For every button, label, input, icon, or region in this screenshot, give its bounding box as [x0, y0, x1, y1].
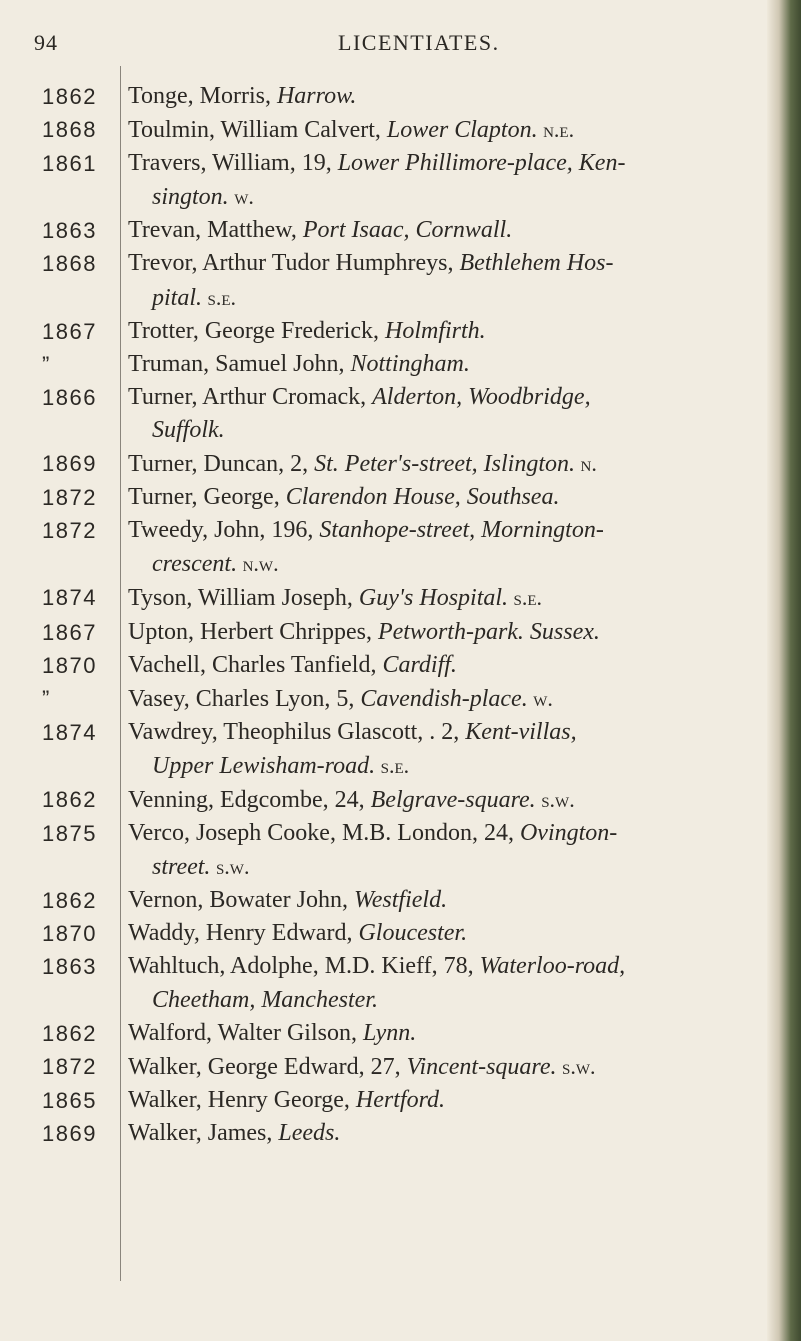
entry-text	[128, 80, 756, 113]
licentiate-entry	[0, 113, 790, 147]
licentiate-entry	[0, 348, 790, 381]
entry-year: 1874	[42, 719, 97, 745]
entry-year: 1866	[42, 384, 97, 410]
entry-name: Trevor, Arthur Tudor Humphreys,	[128, 250, 460, 277]
entry-year: 1863	[42, 218, 97, 244]
entry-address: Cardiff.	[382, 651, 457, 678]
entry-address: Clarendon House, Southsea.	[285, 484, 560, 511]
entry-name: Tyson, William Joseph,	[128, 585, 359, 612]
entry-name: Vachell, Charles Tanfield,	[128, 651, 383, 678]
entry-name: Vawdrey, Theophilus Glascott, . 2,	[128, 718, 466, 745]
entry-text	[128, 1117, 756, 1150]
licentiate-entry	[0, 917, 790, 950]
page-binding-edge	[767, 0, 801, 1341]
entry-text	[128, 147, 756, 214]
licentiate-entry	[0, 783, 790, 817]
entry-address: Vincent-square.	[406, 1053, 557, 1080]
entry-text	[128, 447, 756, 481]
entry-address: Petworth-park. Sussex.	[377, 618, 600, 645]
licentiate-entry	[0, 581, 790, 615]
entry-year: 1868	[42, 117, 97, 143]
entry-address: St. Peter's-street, Islington.	[314, 451, 576, 478]
entry-district: s.e.	[375, 752, 410, 778]
entry-year: 1868	[42, 251, 97, 277]
entry-continuation	[152, 850, 756, 884]
entry-text	[128, 214, 756, 247]
licentiate-entry	[0, 817, 790, 884]
entry-name: Waddy, Henry Edward,	[128, 920, 359, 947]
entry-text	[128, 348, 756, 381]
entry-name: Tweedy, John, 196,	[128, 517, 320, 544]
entry-address-continued: sington.	[152, 184, 229, 211]
page-number: 94	[34, 30, 58, 55]
entry-address: Bethlehem Hos-	[459, 250, 614, 277]
entry-address-continued: Cheetham, Manchester.	[152, 986, 378, 1013]
entry-year: 1867	[42, 318, 97, 344]
entry-year: ”	[42, 685, 51, 711]
licentiate-entry	[0, 1017, 790, 1050]
entry-district: n.	[575, 451, 597, 477]
licentiate-entry	[0, 247, 790, 314]
entry-text	[128, 315, 756, 348]
entry-text	[128, 1050, 756, 1084]
entry-district: n.e.	[537, 117, 575, 143]
entry-name: Walker, Henry George,	[128, 1086, 356, 1113]
entry-address-continued: Upper Lewisham-road.	[152, 752, 376, 779]
entry-address: Belgrave-square.	[370, 786, 536, 813]
entry-district: s.e.	[508, 585, 543, 611]
licentiate-entry	[0, 649, 790, 682]
entry-text	[128, 1084, 756, 1117]
entry-text	[128, 113, 756, 147]
entry-year: 1869	[42, 451, 97, 477]
entry-text	[128, 616, 756, 649]
page-header	[0, 18, 790, 54]
entry-address: Ovington-	[519, 820, 618, 847]
entry-name: Vasey, Charles Lyon, 5,	[128, 685, 361, 712]
entry-continuation	[152, 749, 756, 783]
entry-text	[128, 682, 756, 716]
entry-address-continued: pital.	[152, 284, 203, 311]
licentiate-entry	[0, 514, 790, 581]
entry-year: 1875	[42, 821, 97, 847]
licentiate-entry	[0, 214, 790, 247]
entry-text	[128, 716, 756, 783]
entry-address: Harrow.	[276, 83, 357, 109]
entry-text	[128, 817, 756, 884]
licentiate-entry	[0, 616, 790, 649]
licentiate-entry	[0, 147, 790, 214]
entry-text	[128, 649, 756, 682]
entry-continuation	[152, 984, 756, 1017]
entry-name: Vernon, Bowater John,	[128, 887, 354, 914]
entry-year: 1874	[42, 585, 97, 611]
running-title: LICENTIATES.	[338, 30, 500, 55]
entry-continuation	[152, 180, 756, 214]
entry-year: 1862	[42, 1020, 97, 1046]
entry-name: Truman, Samuel John,	[128, 350, 351, 377]
entry-year: 1865	[42, 1087, 97, 1113]
licentiate-entry	[0, 1050, 790, 1084]
licentiate-entry	[0, 315, 790, 348]
entry-year: 1862	[42, 888, 97, 914]
entry-year: 1872	[42, 485, 97, 511]
entry-name: Turner, Duncan, 2,	[128, 451, 315, 478]
entry-text	[128, 1017, 756, 1050]
entry-name: Verco, Joseph Cooke, M.B. London, 24,	[128, 820, 520, 847]
entry-address: Port Isaac, Cornwall.	[302, 217, 513, 244]
entry-address-continued: Suffolk.	[152, 416, 225, 443]
entry-continuation	[152, 281, 756, 315]
entry-name: Tonge, Morris,	[128, 83, 277, 109]
entry-text	[128, 783, 756, 817]
entry-text	[128, 917, 756, 950]
entry-name: Walker, James,	[128, 1119, 279, 1146]
entry-name: Walker, George Edward, 27,	[128, 1053, 407, 1080]
licentiate-entry	[0, 1084, 790, 1117]
entry-address: Lynn.	[362, 1019, 417, 1046]
licentiate-entry	[0, 1117, 790, 1150]
entry-text	[128, 950, 756, 1016]
entry-text	[128, 581, 756, 615]
entry-address: Kent-villas,	[465, 718, 577, 745]
entry-name: Upton, Herbert Chrippes,	[128, 618, 378, 645]
entry-address: Alderton, Woodbridge,	[372, 383, 591, 410]
entry-district: s.e.	[202, 284, 237, 310]
entry-address: Lower Phillimore-place, Ken-	[337, 150, 626, 177]
entry-year: 1870	[42, 652, 97, 678]
entry-year: 1861	[42, 151, 97, 177]
entry-year: 1870	[42, 921, 97, 947]
entry-address: Hertford.	[355, 1086, 446, 1113]
entry-district: s.w.	[556, 1053, 596, 1079]
entry-district: s.w.	[210, 854, 250, 880]
entry-year: ”	[42, 351, 51, 377]
entry-district: s.w.	[535, 786, 575, 812]
entry-district: n.w.	[237, 551, 279, 577]
licentiate-entry	[0, 716, 790, 783]
licentiate-entry	[0, 682, 790, 716]
licentiate-entry	[0, 381, 790, 447]
entry-year: 1862	[42, 786, 97, 812]
entry-address: Lower Clapton.	[386, 117, 538, 144]
entry-year: 1867	[42, 619, 97, 645]
entry-district: w.	[527, 685, 553, 711]
licentiate-entry	[0, 950, 790, 1016]
entry-name: Walford, Walter Gilson,	[128, 1019, 363, 1046]
licentiate-entry	[0, 447, 790, 481]
entry-address-continued: crescent.	[152, 551, 238, 578]
licentiate-list	[0, 80, 790, 1150]
entry-district: w.	[228, 184, 254, 210]
licentiate-entry	[0, 80, 790, 113]
entry-name: Trotter, George Frederick,	[128, 317, 385, 344]
entry-address: Westfield.	[353, 887, 448, 914]
entry-text	[128, 481, 756, 514]
entry-address: Leeds.	[278, 1119, 341, 1146]
entry-continuation	[152, 547, 756, 581]
entry-name: Travers, William, 19,	[128, 150, 338, 177]
licentiate-entry	[0, 481, 790, 514]
entry-name: Venning, Edgcombe, 24,	[128, 786, 371, 813]
entry-name: Toulmin, William Calvert,	[128, 117, 387, 144]
entry-address: Guy's Hospital.	[358, 585, 509, 612]
entry-name: Trevan, Matthew,	[128, 217, 303, 244]
entry-name: Turner, George,	[128, 484, 286, 511]
licentiate-entry	[0, 884, 790, 917]
entry-address: Gloucester.	[358, 920, 468, 947]
entry-year: 1863	[42, 954, 97, 980]
entry-address: Cavendish-place.	[360, 685, 528, 712]
entry-text	[128, 381, 756, 447]
entry-name: Wahltuch, Adolphe, M.D. Kieff, 78,	[128, 953, 480, 980]
entry-address-continued: street.	[152, 854, 211, 881]
entry-year: 1869	[42, 1120, 97, 1146]
entry-address: Holmfirth.	[384, 317, 486, 344]
entry-name: Turner, Arthur Cromack,	[128, 383, 373, 410]
entry-continuation	[152, 414, 756, 447]
entry-address: Stanhope-street, Mornington-	[319, 517, 604, 544]
entry-year: 1872	[42, 518, 97, 544]
entry-address: Waterloo-road,	[479, 953, 626, 980]
entry-text	[128, 884, 756, 917]
entry-year: 1862	[42, 84, 97, 109]
entry-address: Nottingham.	[350, 350, 470, 377]
entry-year: 1872	[42, 1053, 97, 1079]
entry-text	[128, 514, 756, 581]
entry-text	[128, 247, 756, 314]
